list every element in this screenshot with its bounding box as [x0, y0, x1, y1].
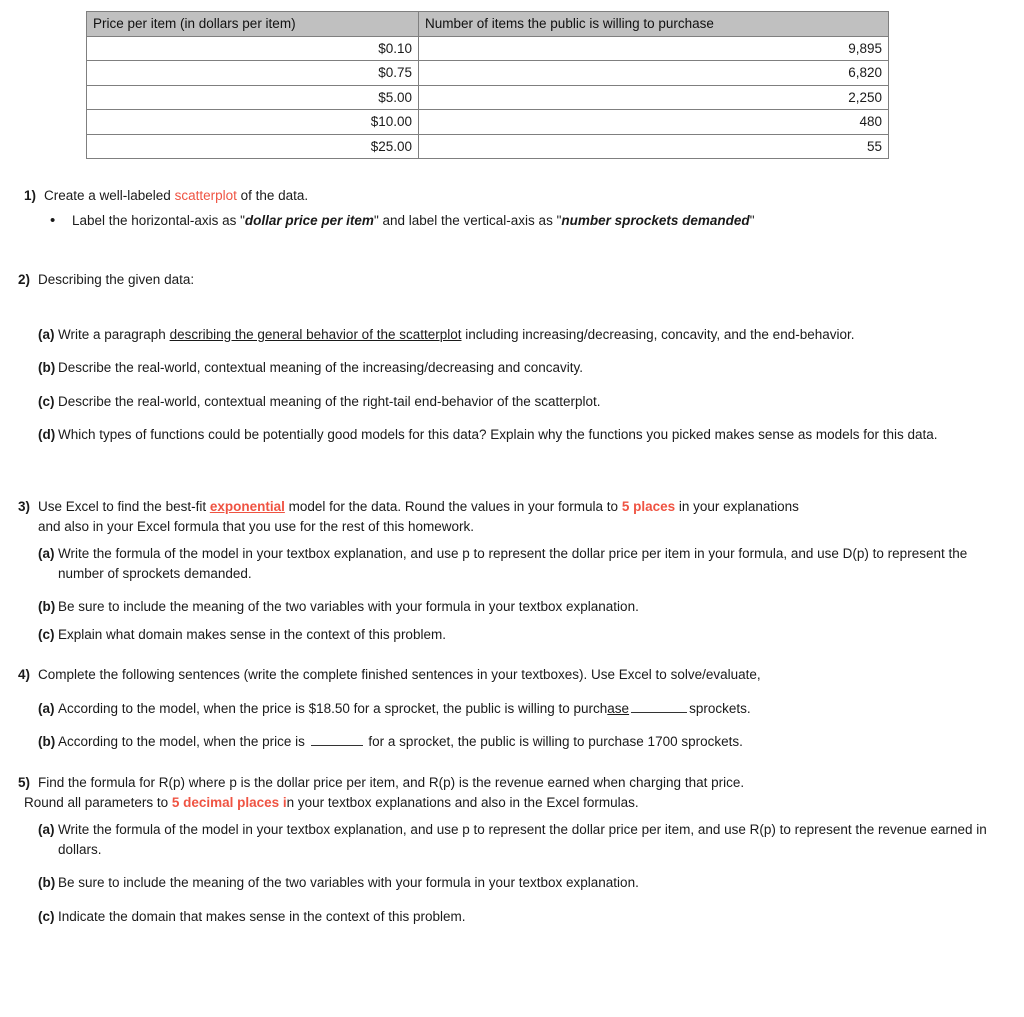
bullet-icon: •: [50, 211, 56, 229]
question-3-highlight-places: 5 places: [621, 498, 676, 514]
question-5c-label: (c): [38, 908, 55, 924]
question-1: [0, 186, 1024, 206]
question-2a: [0, 325, 1024, 345]
question-2b: [0, 358, 1024, 378]
question-4a: [0, 699, 1024, 719]
question-4a-part1: According to the model, when the price is $18.50 for a sprocket, the public is willing to purch: [58, 700, 608, 716]
question-5-highlight-decimal-places: 5 decimal places i: [171, 794, 287, 810]
cell-price: $25.00: [87, 134, 419, 159]
cell-quantity: 480: [419, 110, 889, 135]
question-3-part1: Use Excel to find the best-fit: [38, 498, 210, 514]
question-5b: [0, 873, 1024, 893]
question-3: [0, 497, 1024, 517]
question-4b: [0, 732, 1024, 752]
question-3c-text: Explain what domain makes sense in the context of this problem.: [58, 626, 446, 642]
question-5: [0, 773, 1024, 793]
question-5b-label: (b): [38, 875, 56, 891]
question-3a: [0, 544, 1024, 583]
question-1-text-after: of the data.: [236, 188, 309, 203]
question-5-line1: Find the formula for R(p) where p is the dollar price per item, and R(p) is the revenue earned when charging that price.: [38, 775, 745, 790]
question-1-highlight: scatterplot: [174, 188, 237, 203]
spacer: [0, 290, 1024, 311]
table-row: [87, 36, 889, 61]
question-4b-part2: for a sprocket, the public is willing to purchase 1700 sprockets.: [368, 734, 743, 750]
question-2a-underlined: describing the general behavior of the scatterplot: [169, 326, 462, 342]
question-3c-label: (c): [38, 626, 55, 642]
question-2d-text: Which types of functions could be potentially good models for this data? Explain why the functions you picked makes sense as models for this data.: [58, 427, 938, 443]
bullet-part1: Label the horizontal-axis as ": [72, 212, 245, 228]
question-4a-part2: sprockets.: [689, 700, 751, 716]
table-row: [87, 61, 889, 86]
questions-container: [0, 186, 1024, 926]
question-5b-text: Be sure to include the meaning of the two variables with your formula in your textbox explanation.: [58, 875, 639, 891]
question-2-text: Describing the given data:: [38, 272, 195, 288]
question-5c: [0, 907, 1024, 927]
cell-price: $5.00: [87, 85, 419, 110]
question-5-line2-part1: Round all parameters to: [24, 794, 172, 810]
question-3b: [0, 597, 1024, 617]
question-3c: [0, 625, 1024, 645]
cell-quantity: 55: [419, 134, 889, 159]
spacer: [0, 445, 1024, 497]
question-4a-answer-blank[interactable]: [631, 700, 687, 712]
question-1-text-before: Create a well-labeled: [44, 188, 175, 203]
question-3b-label: (b): [38, 599, 56, 615]
question-5c-text: Indicate the domain that makes sense in the context of this problem.: [58, 908, 466, 924]
question-3b-text: Be sure to include the meaning of the two variables with your formula in your textbox explanation.: [58, 599, 639, 615]
question-2d-label: (d): [38, 427, 56, 443]
question-4b-part1: According to the model, when the price is: [58, 734, 305, 750]
question-3a-text: Write the formula of the model in your textbox explanation, and use p to represent the dollar price per item in your formula, and use D(p) to represent the number of sprockets demanded.: [58, 546, 968, 581]
question-3-highlight-exponential: exponential: [209, 498, 285, 514]
question-5a: [0, 820, 1024, 859]
bullet-part3: ": [749, 212, 755, 228]
cell-price: $0.75: [87, 61, 419, 86]
table-row: [87, 85, 889, 110]
question-5a-label: (a): [38, 822, 55, 838]
bullet-emphasis-x-axis: dollar price per item: [244, 212, 374, 228]
question-5-number: 5): [17, 775, 30, 790]
question-1-bullet: [0, 211, 1024, 231]
column-header-price: Price per item (in dollars per item): [87, 12, 419, 37]
question-2a-part2: including increasing/decreasing, concavity, and the end-behavior.: [461, 326, 855, 342]
question-2a-label: (a): [38, 326, 55, 342]
question-5a-text: Write the formula of the model in your textbox explanation, and use p to represent the dollar price per item, and use R(p) to represent the revenue earned in dollars.: [58, 822, 987, 857]
question-4: [0, 665, 1024, 685]
question-4-number: 4): [17, 667, 30, 683]
question-4-text: Complete the following sentences (write the complete finished sentences in your textboxes). Use Excel to solve/evaluate,: [38, 667, 761, 683]
question-2c: [0, 392, 1024, 412]
question-2b-text: Describe the real-world, contextual meaning of the increasing/decreasing and concavity.: [58, 360, 584, 376]
question-2a-part1: Write a paragraph: [58, 326, 170, 342]
table-header-row: [87, 12, 889, 37]
cell-quantity: 6,820: [419, 61, 889, 86]
spacer: [0, 230, 1024, 270]
question-3-part2: model for the data. Round the values in your formula to: [284, 498, 622, 514]
question-3-number: 3): [17, 498, 30, 514]
question-3-part3: in your explanations: [675, 498, 799, 514]
question-2b-label: (b): [38, 360, 56, 376]
question-3-line2: and also in your Excel formula that you use for the rest of this homework.: [38, 518, 474, 534]
demand-data-table-container: [86, 11, 889, 159]
question-4b-answer-blank[interactable]: [311, 734, 363, 746]
table-row: [87, 134, 889, 159]
bullet-part2: " and label the vertical-axis as ": [373, 212, 562, 228]
cell-quantity: 9,895: [419, 36, 889, 61]
cell-price: $0.10: [87, 36, 419, 61]
question-2c-label: (c): [38, 393, 55, 409]
question-5-line2-part2: n your textbox explanations and also in the Excel formulas.: [286, 794, 639, 810]
question-3a-label: (a): [38, 546, 55, 562]
bullet-emphasis-y-axis: number sprockets demanded: [561, 212, 750, 228]
question-2d: [0, 425, 1024, 445]
table-row: [87, 110, 889, 135]
question-2c-text: Describe the real-world, contextual meaning of the right-tail end-behavior of the scatterplot.: [58, 393, 601, 409]
column-header-quantity: Number of items the public is willing to purchase: [419, 12, 889, 37]
spacer: [0, 752, 1024, 773]
demand-data-table: [86, 11, 889, 159]
question-5-line2: [0, 793, 1024, 813]
question-1-number: 1): [23, 188, 36, 203]
question-4b-label: (b): [38, 734, 56, 750]
cell-price: $10.00: [87, 110, 419, 135]
spacer: [0, 644, 1024, 665]
cell-quantity: 2,250: [419, 85, 889, 110]
question-4a-label: (a): [38, 700, 55, 716]
question-2-number: 2): [17, 272, 30, 288]
question-2: [0, 270, 1024, 290]
question-4a-underlined: ase: [607, 700, 630, 716]
